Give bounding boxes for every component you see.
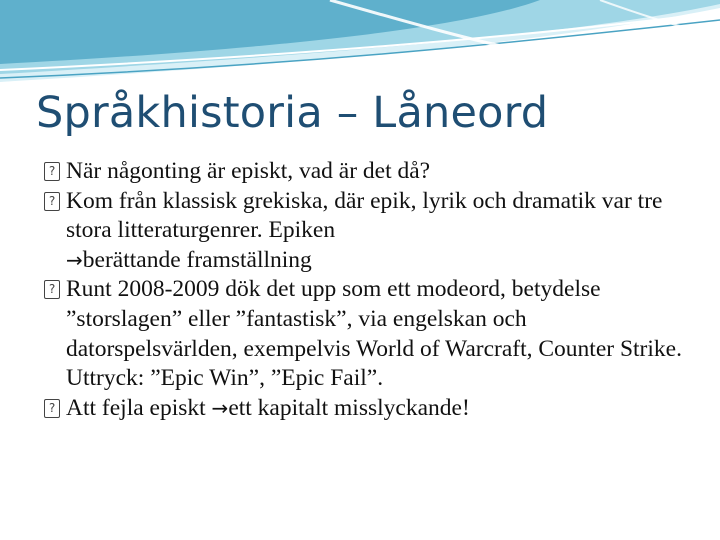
bullet-text: Att fejla episkt	[66, 394, 206, 421]
bullet-marker-icon: ?	[44, 192, 60, 211]
bullet-marker-icon: ?	[44, 399, 60, 418]
header-wave-decoration	[0, 0, 720, 90]
bullet-text: När någonting är episkt, vad är det då?	[66, 158, 431, 184]
arrow-right-icon: →	[211, 395, 229, 420]
bullet-item-4	[44, 394, 704, 424]
bullet-item-2	[44, 187, 704, 276]
bullet-item-1	[44, 157, 704, 187]
slide-title: Språkhistoria – Låneord	[36, 88, 549, 138]
bullet-text-after-arrow: ett kapitalt misslyckande!	[228, 394, 470, 421]
bullet-text-after-arrow: berättande framställning	[82, 246, 312, 273]
bullet-text: Kom från klassisk grekiska, där epik, lyrik och dramatik var tre stora litteraturgenrer. Epiken	[66, 187, 663, 244]
bullet-marker-icon: ?	[44, 162, 60, 181]
bullet-text: Runt 2008-2009 dök det upp som ett modeord, betydelse ”storslagen” eller ”fantastisk”, via engelskan och datorspelsvärlden, exempelvis World of Warcraft, Counter Strike. Uttryck: ”Epic Win”, ”Epic Fail”.	[66, 276, 682, 392]
arrow-right-icon: →	[66, 247, 83, 272]
bullet-item-3	[44, 275, 704, 393]
bullet-marker-icon: ?	[44, 280, 60, 299]
bullet-list	[44, 157, 704, 423]
